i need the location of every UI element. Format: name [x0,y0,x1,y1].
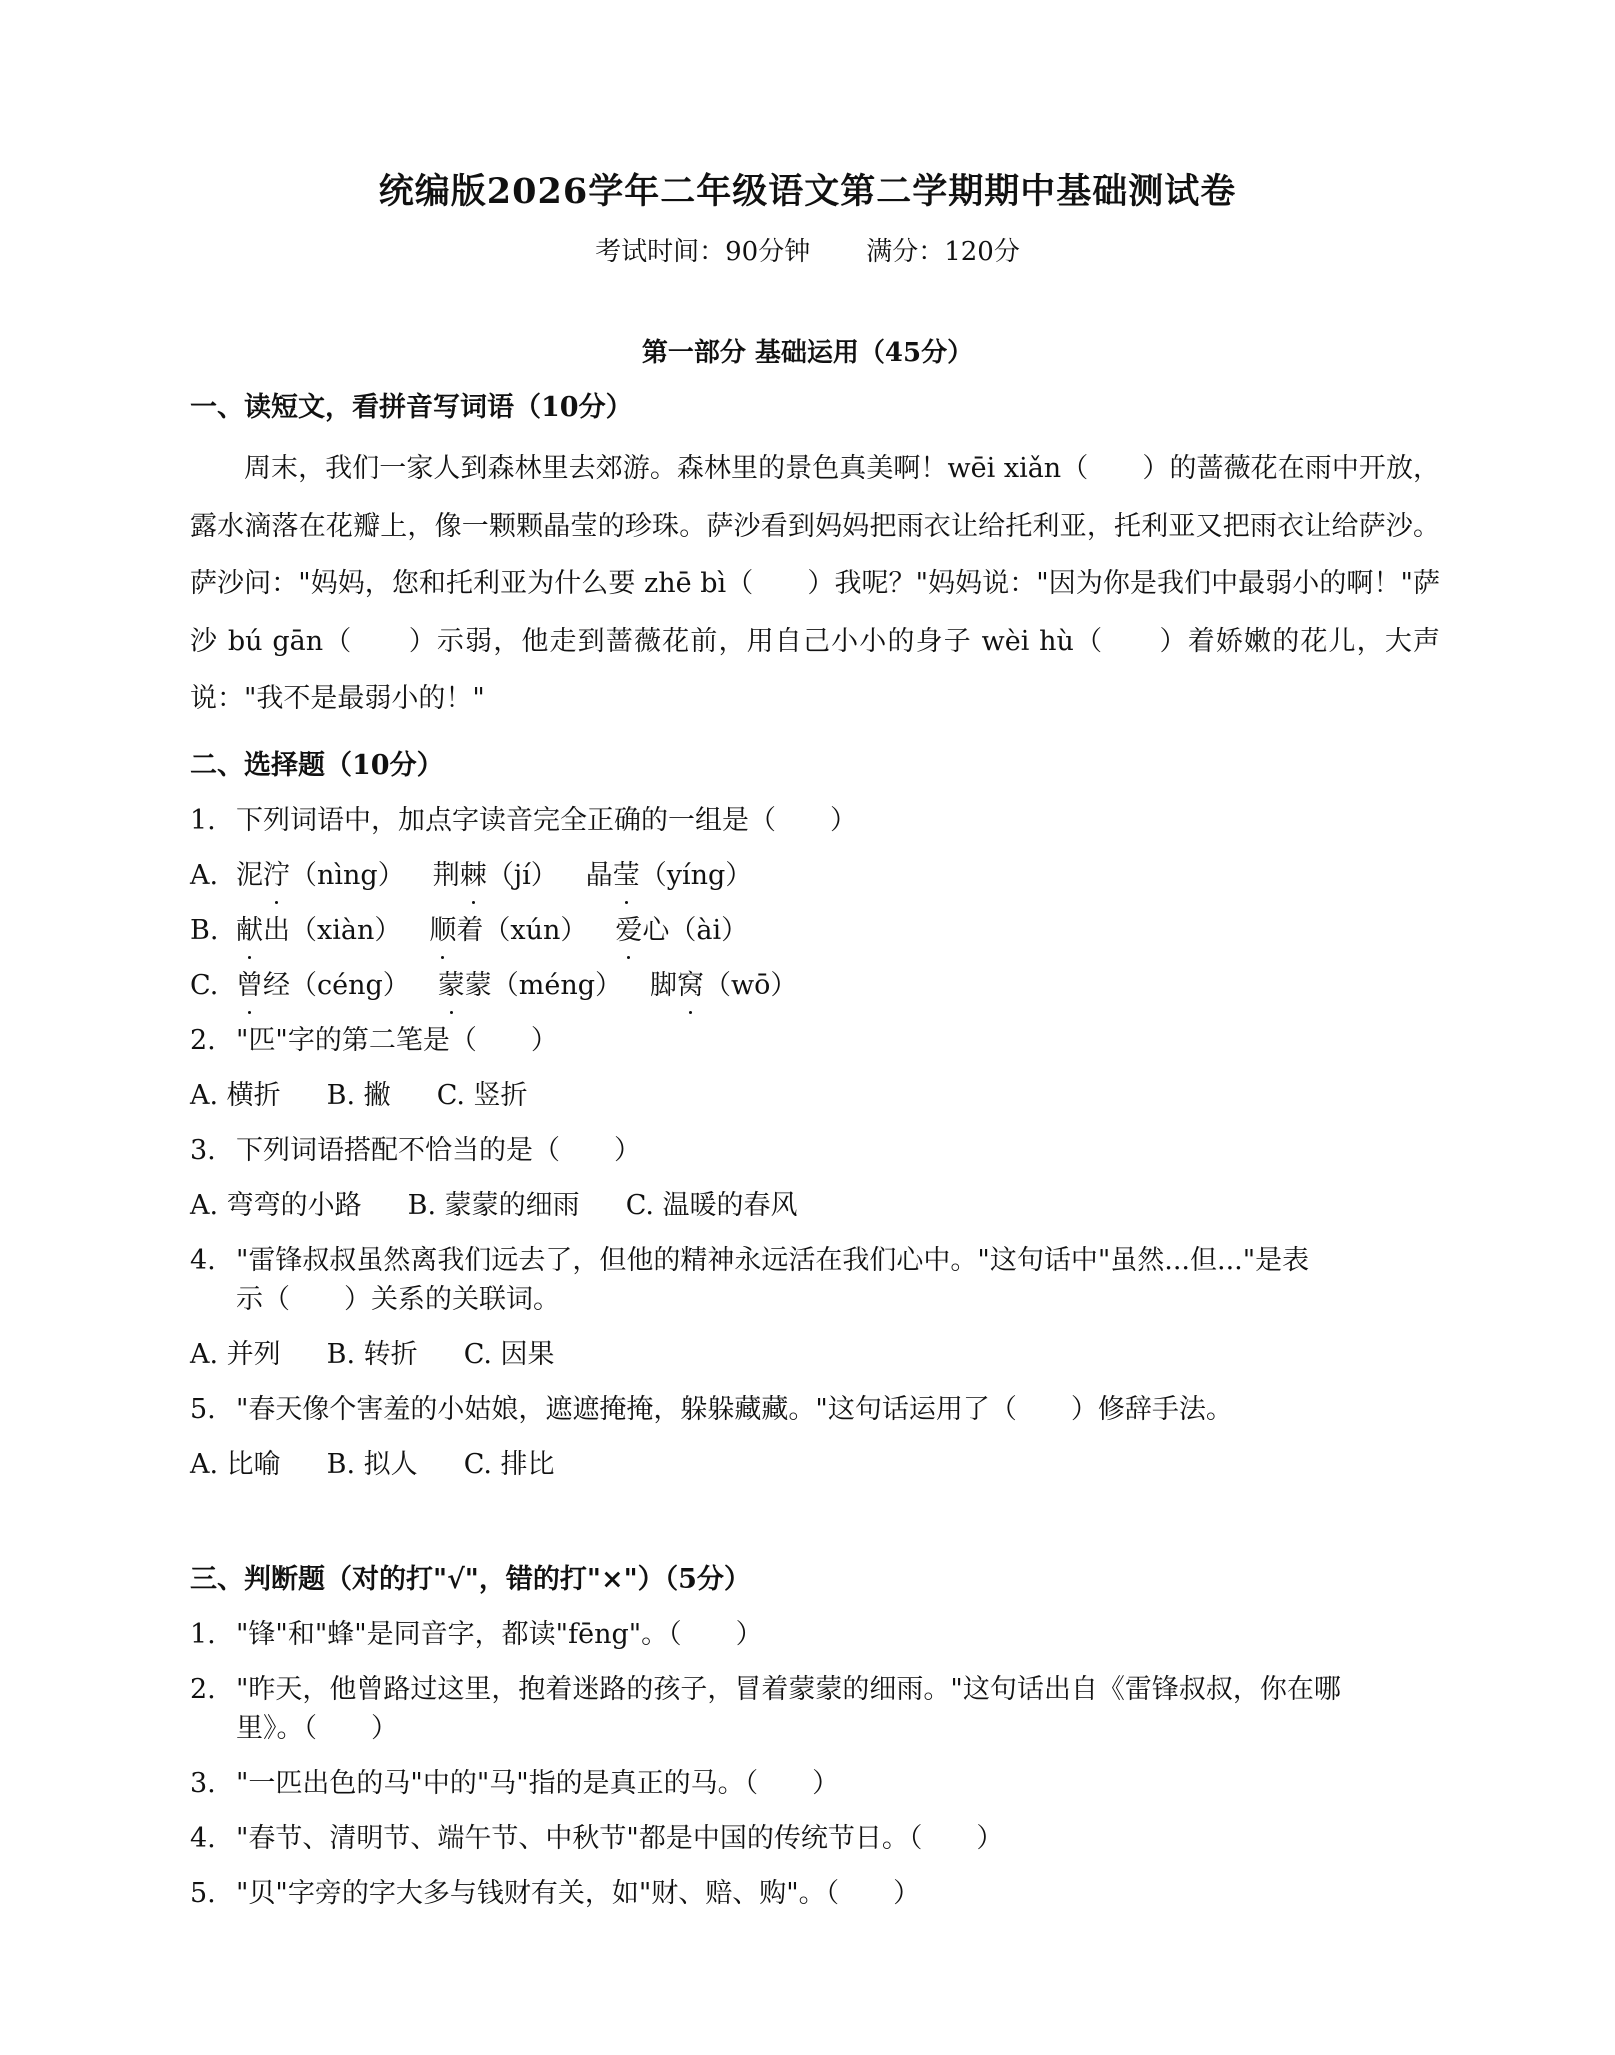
item-number: 1. [190,1619,216,1650]
word-2: 荆棘（jí） [433,860,558,891]
word-1: 曾经（céng） [236,970,410,1001]
option-label: B. [190,915,219,946]
q5-options [190,1445,601,1485]
item-text: "春节、清明节、端午节、中秋节"都是中国的传统节日。（ ） [236,1823,1004,1854]
item-number: 2. [190,1674,216,1705]
section1-title: 一、读短文，看拼音写词语（10分） [190,392,633,423]
exam-time: 考试时间：90分钟 [595,237,811,267]
word-2: 顺着（xún） [429,915,587,946]
question-number: 2. [190,1025,216,1056]
item-text: "昨天，他曾路过这里，抱着迷路的孩子，冒着蒙蒙的细雨。"这句话出自《雷锋叔叔，你在哪 [236,1674,1341,1705]
option-b: B. 转折 [326,1339,418,1370]
word-3: 爱心（ài） [615,915,748,946]
question-3 [190,1131,641,1171]
option-c: C. 温暖的春风 [625,1190,798,1221]
word-1: 泥泞（nìng） [236,860,405,891]
question-5 [190,1390,1233,1430]
question-number: 5. [190,1394,216,1425]
item-number: 3. [190,1768,216,1799]
item-text: "一匹出色的马"中的"马"指的是真正的马。（ ） [236,1768,840,1799]
q4-options [190,1335,601,1375]
judge-item [190,1819,1003,1859]
word-2: 蒙蒙（méng） [438,970,622,1001]
q1-option-c [190,966,797,1006]
item-text: "锋"和"蜂"是同音字，都读"fēng"。（ ） [236,1619,763,1650]
question-2 [190,1021,558,1061]
section1-passage [190,440,1440,728]
exam-info [0,232,1615,272]
q2-options [190,1076,574,1116]
word-1: 献出（xiàn） [236,915,401,946]
judge-item [190,1764,839,1804]
option-c: C. 因果 [463,1339,555,1370]
option-b: B. 蒙蒙的细雨 [407,1190,580,1221]
item-number: 5. [190,1878,216,1909]
exam-title: 统编版2026学年二年级语文第二学期期中基础测试卷 [378,171,1237,212]
question-number: 1. [190,805,216,836]
option-label: A. [190,860,219,891]
q1-option-b [190,911,748,951]
option-a: A. 弯弯的小路 [190,1190,362,1221]
judge-item [190,1874,920,1914]
part1-title: 第一部分 基础运用（45分） [641,338,974,368]
item-number: 4. [190,1823,216,1854]
passage-text: 周末，我们一家人到森林里去郊游。森林里的景色真美啊！wēi xiǎn（ ）的蔷薇花在雨中开放，露水滴落在花瓣上，像一颗颗晶莹的珍珠。萨沙看到妈妈把雨衣让给托利亚，托利亚又把雨衣让给萨沙。萨沙问："妈妈，您和托利亚为什么要 zhē bì（ ）我呢？"妈妈说："因为你是我们中最弱小的啊！"萨沙 bú gān（ ）示弱，他走到蔷薇花前，用自己小小的身子 wèi hù（ ）着娇嫩的花儿，大声说："我不是最弱小的！" [190,453,1440,714]
question-number: 4. [190,1245,216,1276]
question-text: "春天像个害羞的小姑娘，遮遮掩掩，躲躲藏藏。"这句话运用了（ ）修辞手法。 [236,1394,1233,1425]
section2-title: 二、选择题（10分） [190,750,444,781]
exam-score: 满分：120分 [866,237,1020,267]
question-4-cont: 示（ ）关系的关联词。 [236,1284,560,1315]
option-b: B. 撇 [326,1080,391,1111]
option-b: B. 拟人 [326,1449,418,1480]
question-4 [190,1241,1309,1281]
question-number: 3. [190,1135,216,1166]
question-text: "匹"字的第二笔是（ ） [236,1025,558,1056]
word-3: 晶莹（yíng） [586,860,753,891]
option-a: A. 比喻 [190,1449,281,1480]
q3-options [190,1186,844,1226]
section3-title: 三、判断题（对的打"√"，错的打"×"）（5分） [190,1564,751,1595]
word-3: 脚窝（wō） [650,970,797,1001]
option-c: C. 排比 [463,1449,555,1480]
item-text: "贝"字旁的字大多与钱财有关，如"财、赔、购"。（ ） [236,1878,921,1909]
question-text: "雷锋叔叔虽然离我们远去了，但他的精神永远活在我们心中。"这句话中"虽然...但..."是表 [236,1245,1310,1276]
option-a: A. 并列 [190,1339,281,1370]
judge-item [190,1670,1341,1710]
judge-item-cont: 里》。（ ） [236,1713,398,1744]
option-label: C. [190,970,219,1001]
option-c: C. 竖折 [436,1080,528,1111]
question-text: 下列词语中，加点字读音完全正确的一组是（ ） [236,805,857,836]
question-1 [190,801,857,841]
judge-item [190,1615,763,1655]
option-a: A. 横折 [190,1080,281,1111]
question-text: 下列词语搭配不恰当的是（ ） [236,1135,641,1166]
q1-option-a [190,856,752,896]
